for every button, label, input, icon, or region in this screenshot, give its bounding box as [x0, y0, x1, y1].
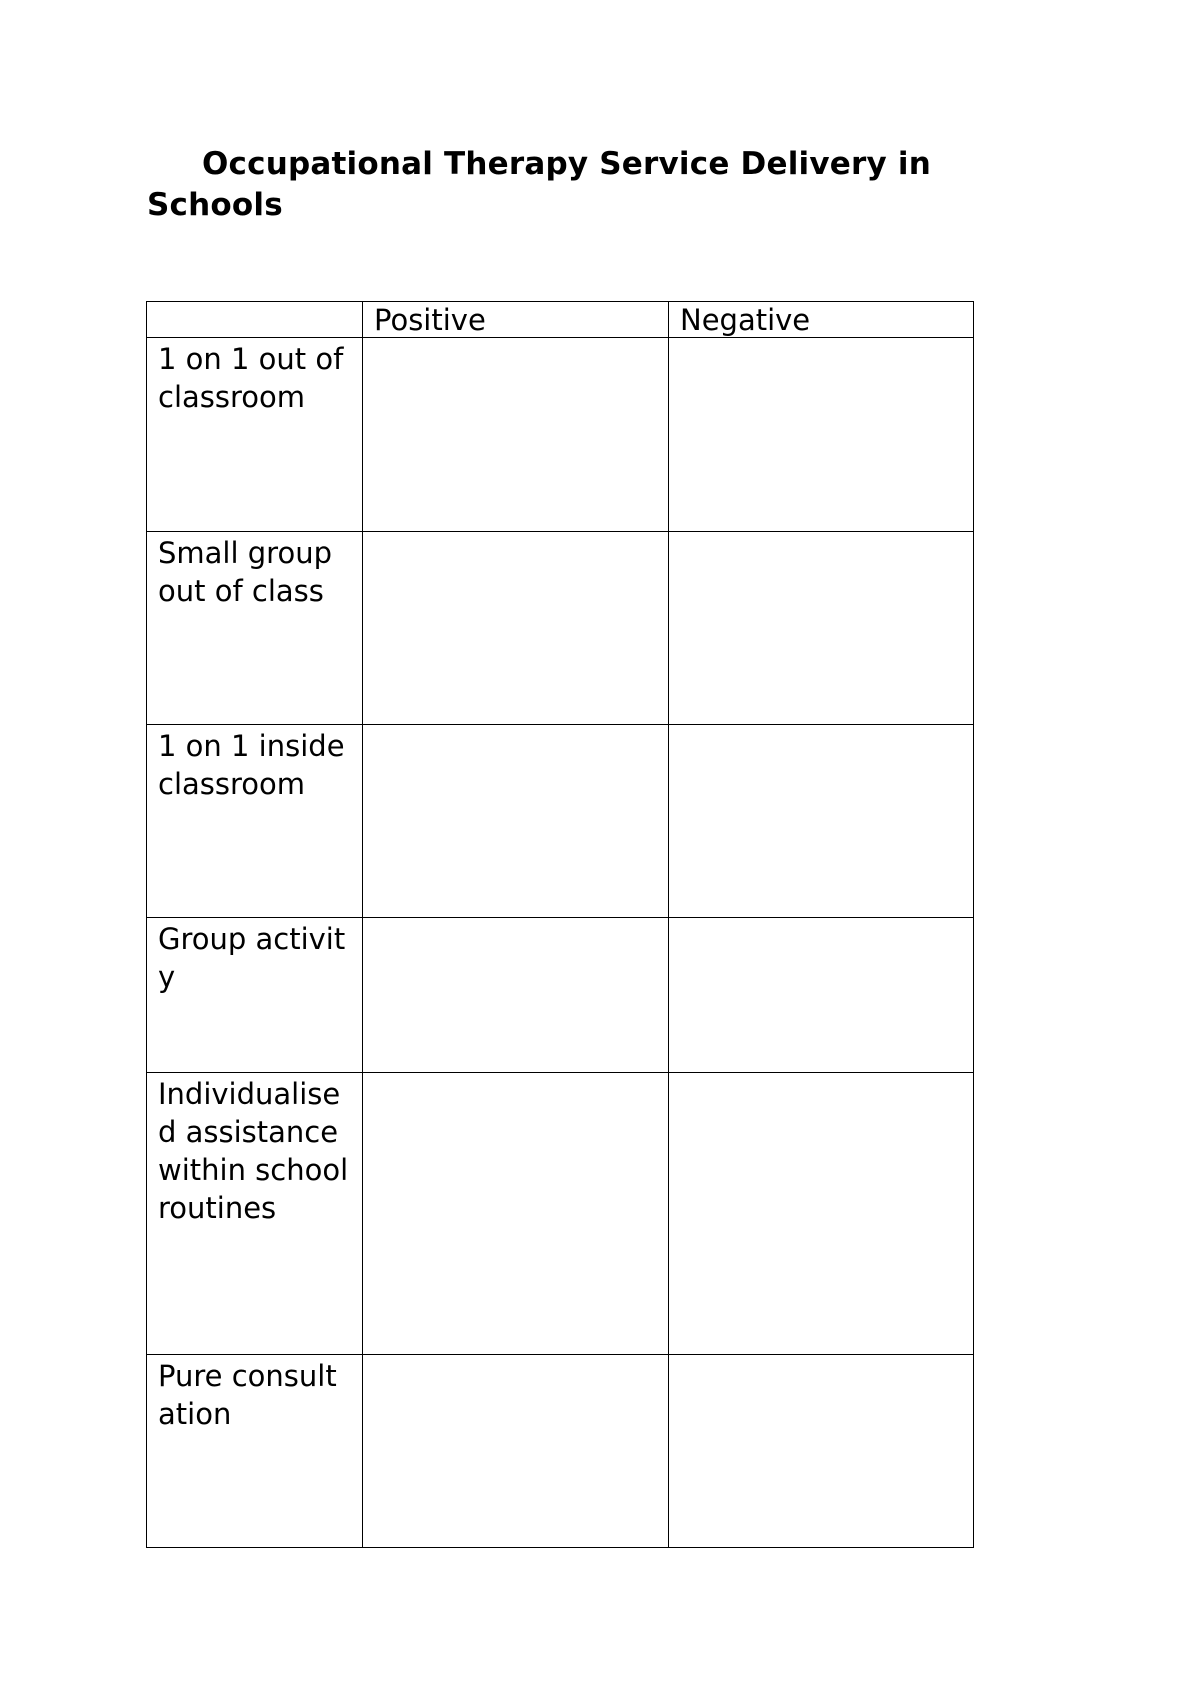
row-label-cell[interactable]: 1 on 1 inside classroom: [147, 725, 363, 918]
comparison-table: [146, 301, 974, 1548]
row-label-cell[interactable]: Small group out of class: [147, 532, 363, 725]
document-title: Occupational Therapy Service Delivery in Schools: [147, 146, 931, 223]
negative-cell[interactable]: [669, 338, 974, 532]
column-header-positive[interactable]: Positive: [363, 302, 669, 338]
row-label-cell[interactable]: Individualised assistance within school routines: [147, 1073, 363, 1355]
table-row: [147, 532, 974, 725]
negative-cell[interactable]: [669, 1073, 974, 1355]
positive-cell[interactable]: [363, 1355, 669, 1548]
positive-cell[interactable]: [363, 918, 669, 1073]
table-header-row: [147, 302, 974, 338]
positive-cell[interactable]: [363, 338, 669, 532]
positive-cell[interactable]: [363, 532, 669, 725]
positive-cell[interactable]: [363, 1073, 669, 1355]
corner-cell[interactable]: [147, 302, 363, 338]
table-row: [147, 338, 974, 532]
negative-cell[interactable]: [669, 1355, 974, 1548]
column-header-negative[interactable]: Negative: [669, 302, 974, 338]
row-label-cell[interactable]: 1 on 1 out of classroom: [147, 338, 363, 532]
table-row: [147, 1073, 974, 1355]
negative-cell[interactable]: [669, 918, 974, 1073]
table-row: [147, 918, 974, 1073]
table-row: [147, 725, 974, 918]
table-row: [147, 1355, 974, 1548]
negative-cell[interactable]: [669, 725, 974, 918]
positive-cell[interactable]: [363, 725, 669, 918]
row-label-cell[interactable]: Group activity: [147, 918, 363, 1073]
row-label-cell[interactable]: Pure consultation: [147, 1355, 363, 1548]
negative-cell[interactable]: [669, 532, 974, 725]
